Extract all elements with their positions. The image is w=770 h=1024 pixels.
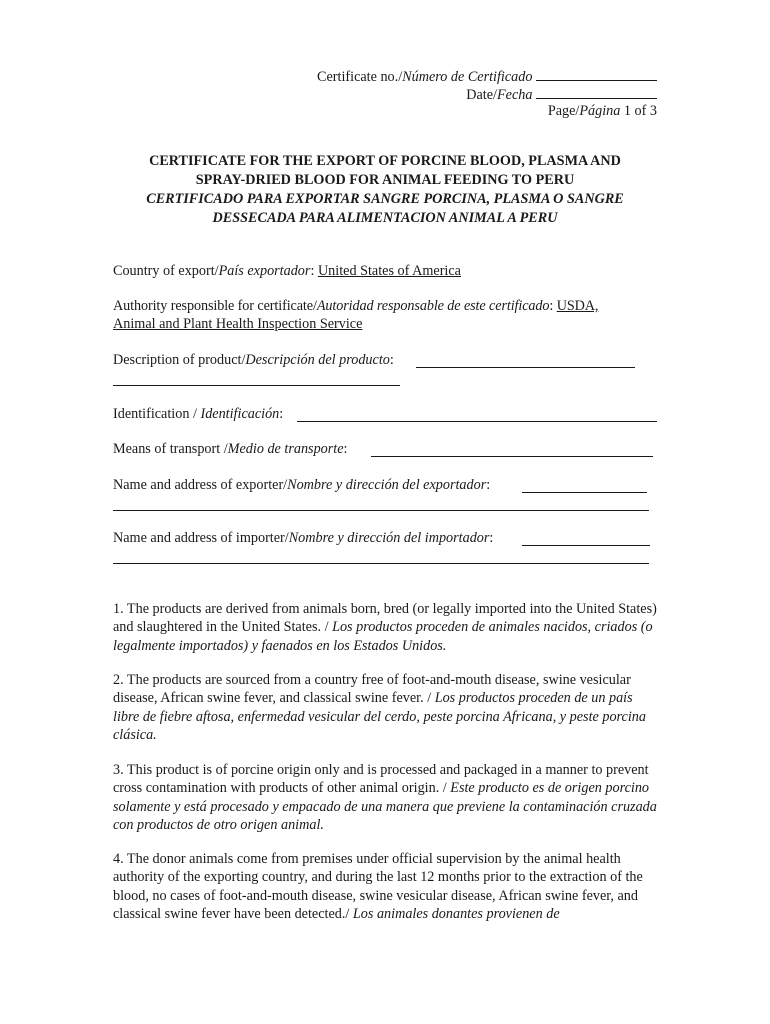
page-number: 1 of 3 bbox=[623, 103, 657, 119]
certificate-number-label-en: Certificate no./ bbox=[317, 69, 403, 85]
paragraph-3 bbox=[113, 761, 658, 834]
exporter-label-es: Nombre y dirección del exportador bbox=[287, 477, 487, 493]
transport-row: Means of transport /Medio de transporte: bbox=[113, 441, 348, 457]
date-label-en: Date/ bbox=[466, 87, 497, 103]
exporter-field-line-1[interactable] bbox=[522, 492, 647, 493]
authority-row-2 bbox=[113, 315, 658, 334]
title-es-line-1: CERTIFICADO PARA EXPORTAR SANGRE PORCINA, PLASMA O SANGRE bbox=[146, 191, 624, 207]
country-label-en: Country of export/ bbox=[113, 263, 219, 279]
title-en-line-1: CERTIFICATE FOR THE EXPORT OF PORCINE BLOOD, PLASMA AND bbox=[149, 153, 621, 169]
page-label-es: Página bbox=[579, 103, 621, 119]
paragraph-3-en: 3. This product is of porcine origin only and is processed and packaged in a manner to prevent cross contamination with products of other animal origin. / bbox=[113, 762, 649, 797]
exporter-row: Name and address of exporter/Nombre y dirección del exportador: bbox=[113, 477, 491, 493]
identification-label-es: Identificación bbox=[200, 406, 280, 422]
paragraph-2-en: 2. The products are sourced from a country free of foot-and-mouth disease, swine vesicular disease, African swine fever, and classical swine fever. / bbox=[113, 672, 631, 707]
exporter-label-en: Name and address of exporter/ bbox=[113, 477, 288, 493]
certificate-number-field[interactable] bbox=[536, 66, 657, 81]
paragraph-4 bbox=[113, 850, 658, 923]
importer-row: Name and address of importer/Nombre y dirección del importador: bbox=[113, 530, 494, 546]
authority-label-es: Autoridad responsable de este certificado bbox=[316, 298, 550, 314]
importer-field-line-1[interactable] bbox=[522, 545, 650, 546]
description-label-es: Descripción del producto bbox=[245, 352, 390, 368]
importer-field-line-2[interactable] bbox=[113, 563, 649, 564]
title-es-line-2: DESSECADA PARA ALIMENTACION ANIMAL A PERU bbox=[212, 210, 558, 226]
transport-label-es: Medio de transporte bbox=[227, 441, 344, 457]
paragraph-2-es: Los productos proceden de un país libre de fiebre aftosa, enfermedad vesicular del cerdo, peste porcina Africana, y peste porcina clásica. bbox=[113, 690, 646, 743]
authority-label-en: Authority responsible for certificate/ bbox=[113, 298, 317, 314]
date-label-es: Fecha bbox=[497, 87, 533, 103]
paragraph-4-es: Los animales donantes provienen de bbox=[352, 905, 560, 922]
paragraph-1 bbox=[113, 600, 658, 655]
paragraph-4-en: 4. The donor animals come from premises under official supervision by the animal health authority of the exporting country, and during the last 12 months prior to the extraction of the blood, no cases of foot-and-mouth disease, swine vesicular disease, African swine fever, and classical swine fever have been detected./ bbox=[113, 851, 643, 922]
country-value: United States of America bbox=[317, 263, 461, 279]
identification-label-en: Identification / bbox=[113, 406, 201, 422]
importer-label-es: Nombre y dirección del importador bbox=[288, 530, 490, 546]
exporter-field-line-2[interactable] bbox=[113, 510, 649, 511]
description-label-en: Description of product/ bbox=[113, 352, 246, 368]
paragraph-1-en: 1. The products are derived from animals born, bred (or legally imported into the United States) and slaughtered in the United States. / bbox=[113, 601, 657, 636]
paragraph-1-es: Los productos proceden de animales nacidos, criados (o legalmente importados) y faenados en los Estados Unidos. bbox=[113, 619, 653, 654]
country-of-export-row: Country of export/País exportador: United States of America bbox=[113, 263, 461, 279]
country-label-es: País exportador bbox=[218, 263, 311, 279]
transport-label-en: Means of transport / bbox=[113, 441, 228, 457]
authority-row: Authority responsible for certificate/Autoridad responsable de este certificado: USDA, bbox=[113, 298, 599, 314]
page-label-en: Page/ bbox=[547, 103, 580, 119]
importer-label-en: Name and address of importer/ bbox=[113, 530, 289, 546]
description-field-line-2[interactable] bbox=[113, 385, 400, 386]
paragraph-3-es: Este producto es de origen porcino solamente y está procesado y empacado de una manera que previene la contaminación cruzada con productos de otro origen animal. bbox=[113, 780, 657, 833]
transport-field[interactable] bbox=[371, 456, 653, 457]
title-en-line-2: SPRAY-DRIED BLOOD FOR ANIMAL FEEDING TO PERU bbox=[195, 172, 575, 188]
identification-row: Identification / Identificación: bbox=[113, 406, 284, 422]
authority-value-2: Animal and Plant Health Inspection Service bbox=[113, 316, 363, 332]
date-field[interactable] bbox=[536, 84, 657, 99]
description-field-line-1[interactable] bbox=[416, 367, 635, 368]
identification-field[interactable] bbox=[297, 421, 657, 422]
certificate-number-label-es: Número de Certificado bbox=[402, 69, 533, 85]
certificate-title bbox=[113, 152, 657, 228]
authority-value-1: USDA, bbox=[556, 298, 599, 314]
page-number-row bbox=[548, 102, 657, 121]
description-row: Description of product/Descripción del producto: bbox=[113, 352, 394, 368]
paragraph-2 bbox=[113, 671, 658, 744]
